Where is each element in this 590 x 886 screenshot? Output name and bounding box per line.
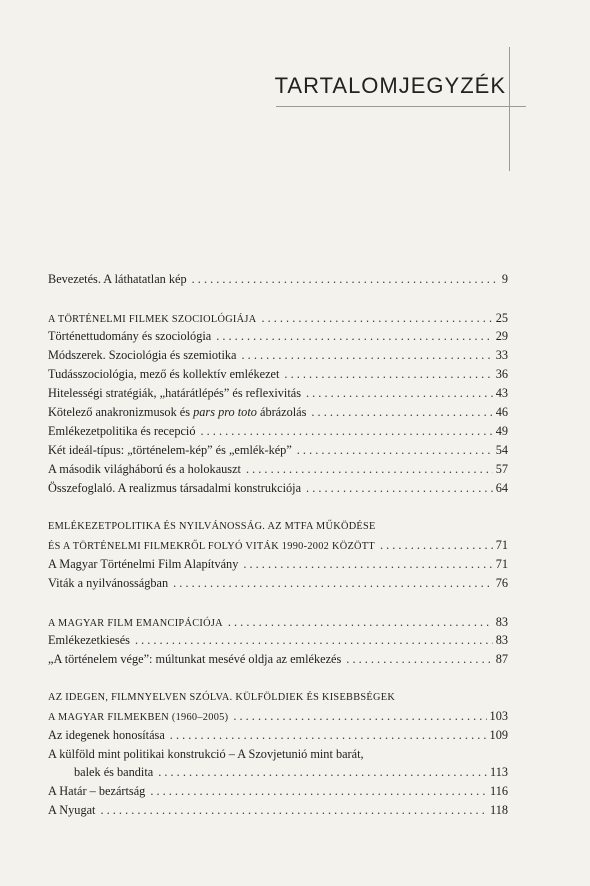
toc-section-heading[interactable] bbox=[48, 309, 508, 327]
toc-entry-title bbox=[48, 403, 306, 421]
dot-leader bbox=[380, 536, 493, 554]
dot-leader bbox=[201, 422, 493, 440]
toc-entry[interactable] bbox=[48, 782, 508, 800]
toc-entry-page: 33 bbox=[495, 348, 508, 362]
dot-leader bbox=[311, 403, 492, 421]
toc-entry-title: Bevezetés. A láthatatlan kép bbox=[48, 272, 187, 286]
dot-leader bbox=[306, 384, 493, 402]
toc-entry[interactable] bbox=[48, 327, 508, 345]
toc-entry-title: balek és bandita bbox=[74, 765, 154, 779]
toc-entry-title: A MAGYAR FILMEKBEN (1960–2005) bbox=[48, 712, 229, 723]
toc-entry-page: 116 bbox=[490, 784, 508, 798]
toc-entry-title: Emlékezetkiesés bbox=[48, 633, 130, 647]
toc-entry[interactable] bbox=[48, 479, 508, 497]
toc-entry-page: 43 bbox=[495, 386, 508, 400]
toc-entry-title: A Magyar Történelmi Film Alapítvány bbox=[48, 557, 239, 571]
toc-entry[interactable] bbox=[48, 346, 508, 364]
toc-entry[interactable] bbox=[48, 574, 508, 592]
toc-entry-page: 29 bbox=[495, 329, 508, 343]
toc-entry-page: 87 bbox=[495, 652, 508, 666]
dot-leader bbox=[135, 631, 493, 649]
toc-entry-first-line: A külföld mint politikai konstrukció – A Szovjetunió mint barát, bbox=[48, 747, 364, 761]
toc-entry-title: A második világháború és a holokauszt bbox=[48, 462, 241, 476]
toc-entry-page: 83 bbox=[495, 633, 508, 647]
toc-entry-page: 9 bbox=[501, 272, 508, 286]
toc-entry-title: A Határ – bezártság bbox=[48, 784, 146, 798]
toc-section-heading[interactable] bbox=[48, 707, 508, 725]
dot-leader bbox=[150, 782, 487, 800]
toc-entry-page: 46 bbox=[495, 405, 508, 419]
toc-entry-title: Összefoglaló. A realizmus társadalmi konstrukciója bbox=[48, 481, 302, 495]
toc-entry-page: 57 bbox=[495, 462, 508, 476]
toc-entry-page: 36 bbox=[495, 367, 508, 381]
toc-entry-page: 71 bbox=[495, 538, 508, 552]
dot-leader bbox=[246, 460, 493, 478]
toc-entry-title-part: Kötelező anakronizmusok és bbox=[48, 405, 194, 419]
dot-leader bbox=[192, 270, 499, 288]
toc-entry-page: 25 bbox=[495, 311, 508, 325]
toc-entry-title: Módszerek. Szociológia és szemiotika bbox=[48, 348, 237, 362]
toc-entry-page: 103 bbox=[489, 709, 508, 723]
toc-entry-page: 54 bbox=[495, 443, 508, 457]
toc-entry-title: Két ideál-típus: „történelem-kép” és „emlék-kép” bbox=[48, 443, 292, 457]
dot-leader bbox=[228, 613, 493, 631]
toc-entry-page: 76 bbox=[495, 576, 508, 590]
toc-entry-page: 49 bbox=[495, 424, 508, 438]
title-rule-horizontal bbox=[276, 106, 526, 107]
dot-leader bbox=[170, 726, 487, 744]
toc-entry-title: A TÖRTÉNELMI FILMEK SZOCIOLÓGIÁJA bbox=[48, 314, 257, 325]
toc-entry-title: Viták a nyilvánosságban bbox=[48, 576, 169, 590]
toc-entry[interactable] bbox=[48, 441, 508, 459]
toc-entry[interactable] bbox=[48, 801, 508, 819]
toc-entry[interactable] bbox=[48, 631, 508, 649]
toc-entry[interactable] bbox=[48, 422, 508, 440]
toc-section-heading-line: AZ IDEGEN, FILMNYELVEN SZÓLVA. KÜLFÖLDIEK ÉS KISEBBSÉGEK bbox=[48, 692, 396, 703]
title-rule-vertical bbox=[509, 47, 510, 171]
dot-leader bbox=[242, 346, 493, 364]
toc-entry[interactable] bbox=[48, 726, 508, 744]
toc-entry-page: 113 bbox=[490, 765, 508, 779]
dot-leader bbox=[346, 650, 492, 668]
toc-section-heading-line: EMLÉKEZETPOLITIKA ÉS NYILVÁNOSSÁG. AZ MTFA MŰKÖDÉSE bbox=[48, 521, 376, 532]
toc-entry[interactable] bbox=[48, 403, 508, 421]
toc-entry[interactable] bbox=[48, 555, 508, 573]
toc-entry-title: Az idegenek honosítása bbox=[48, 728, 165, 742]
page-title: TARTALOMJEGYZÉK bbox=[274, 73, 506, 98]
toc-entry-title: Hitelességi stratégiák, „határátlépés” és reflexivitás bbox=[48, 386, 301, 400]
dot-leader bbox=[216, 327, 492, 345]
dot-leader bbox=[173, 574, 493, 592]
toc-entry-title: A Nyugat bbox=[48, 803, 96, 817]
dot-leader bbox=[306, 479, 493, 497]
toc-entry-page: 83 bbox=[495, 615, 508, 629]
toc-entry-title: Történettudomány és szociológia bbox=[48, 329, 212, 343]
toc-entry-title-italic: pars pro toto bbox=[193, 405, 257, 419]
toc-entry-page: 64 bbox=[495, 481, 508, 495]
dot-leader bbox=[100, 801, 487, 819]
toc-entry-page: 71 bbox=[495, 557, 508, 571]
toc-entry[interactable] bbox=[48, 384, 508, 402]
dot-leader bbox=[158, 763, 487, 781]
dot-leader bbox=[261, 309, 492, 327]
dot-leader bbox=[284, 365, 492, 383]
toc-entry-title: ÉS A TÖRTÉNELMI FILMEKRŐL FOLYÓ VITÁK 1990-2002 KÖZÖTT bbox=[48, 541, 375, 552]
toc-entry-title: „A történelem vége”: múltunkat mesévé oldja az emlékezés bbox=[48, 652, 342, 666]
toc-section-heading[interactable] bbox=[48, 613, 508, 631]
toc-entry-title: Emlékezetpolitika és recepció bbox=[48, 424, 196, 438]
toc-entry[interactable] bbox=[48, 270, 508, 288]
toc-entry[interactable] bbox=[48, 460, 508, 478]
toc-entry-title: Tudásszociológia, mező és kollektív emlékezet bbox=[48, 367, 280, 381]
toc-entry-page: 109 bbox=[489, 728, 508, 742]
toc-entry[interactable] bbox=[48, 365, 508, 383]
toc-entry-title-part: ábrázolás bbox=[256, 405, 307, 419]
toc-entry-title: A MAGYAR FILM EMANCIPÁCIÓJA bbox=[48, 618, 223, 629]
toc-entry[interactable] bbox=[48, 763, 508, 781]
dot-leader bbox=[243, 555, 492, 573]
dot-leader bbox=[233, 707, 486, 725]
dot-leader bbox=[297, 441, 493, 459]
toc-entry[interactable] bbox=[48, 650, 508, 668]
toc-entry-page: 118 bbox=[490, 803, 508, 817]
toc-section-heading[interactable] bbox=[48, 536, 508, 554]
